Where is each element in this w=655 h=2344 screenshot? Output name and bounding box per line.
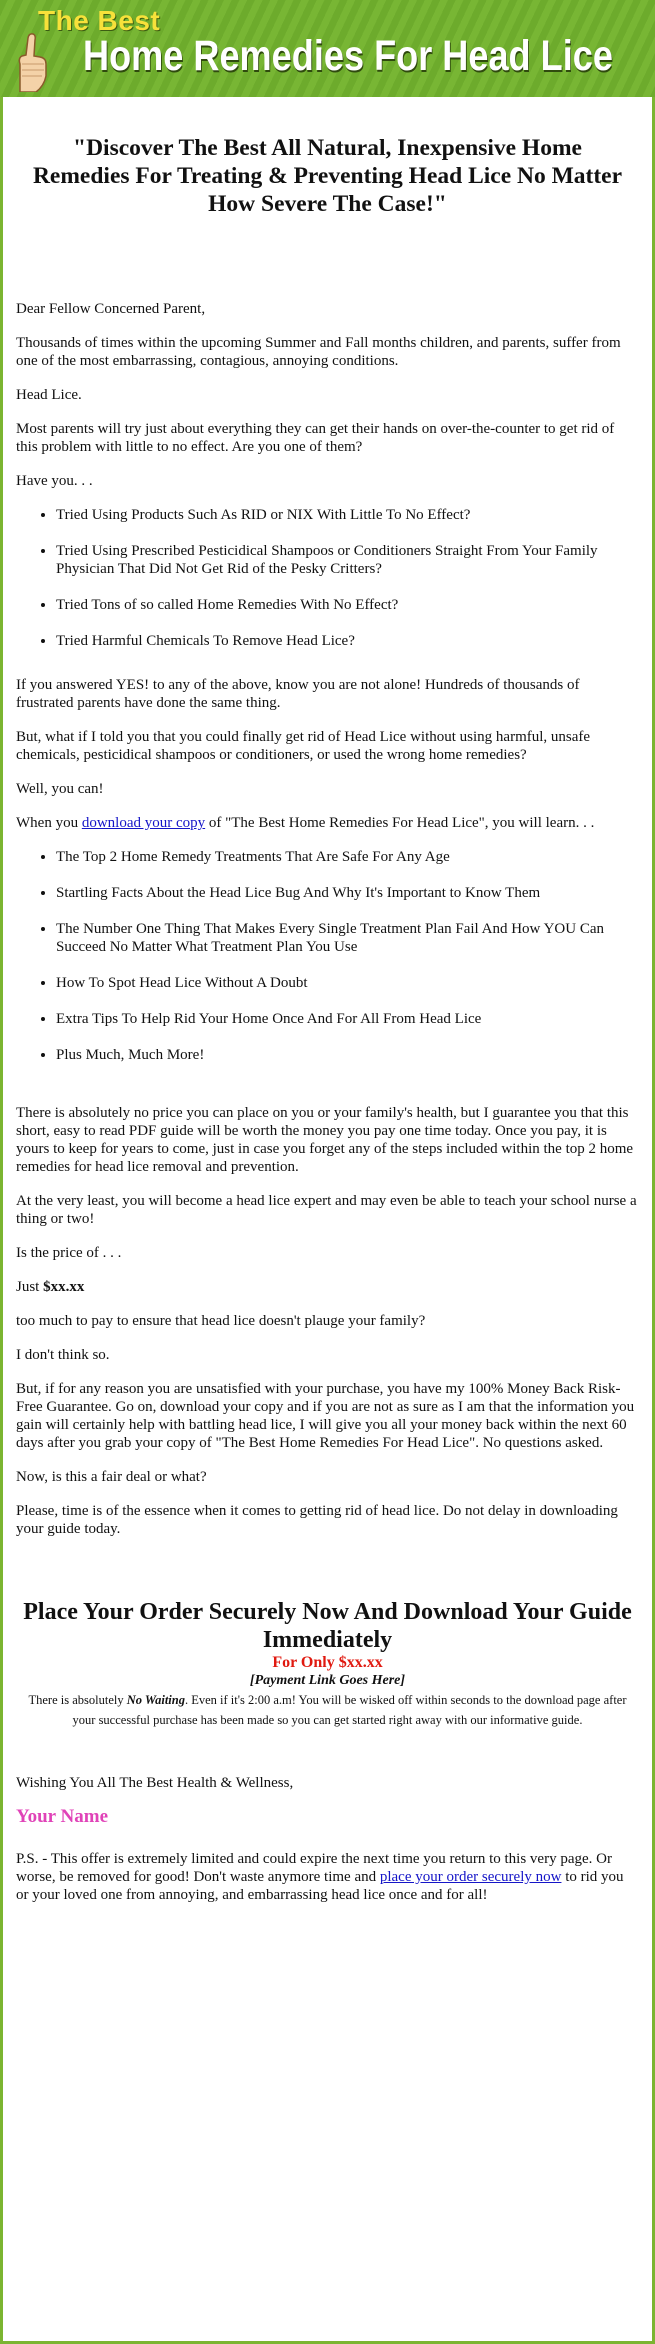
- body-paragraph: Well, you can!: [16, 781, 104, 797]
- header-title-top: The Best: [38, 5, 161, 36]
- intro-paragraph: Head Lice.: [16, 387, 82, 403]
- body-paragraph: Now, is this a fair deal or what?: [16, 1469, 207, 1485]
- pointing-hand-icon: [6, 30, 52, 92]
- left-border: [0, 0, 3, 2344]
- header-banner: [0, 0, 655, 97]
- have-you-list: [16, 506, 639, 650]
- download-link[interactable]: download your copy: [81, 815, 206, 831]
- ps-paragraph: [16, 1850, 639, 1904]
- text: P.S. - This offer is extremely limited and could expire the next time you return to this very page. Or worse, be removed for good! Don't waste anymore time and: [16, 1851, 612, 1885]
- greeting: Dear Fellow Concerned Parent,: [16, 301, 206, 317]
- list-item: • Tried Using Products Such As RID or NIX With Little To No Effect?: [56, 506, 639, 524]
- text: There is absolutely: [28, 1693, 127, 1707]
- list-item: • How To Spot Head Lice Without A Doubt: [56, 974, 639, 992]
- author-name: Your Name: [16, 1806, 109, 1827]
- list-item: • Tried Harmful Chemicals To Remove Head Lice?: [56, 632, 639, 650]
- header-title-main: Home Remedies For Head Lice: [83, 32, 613, 80]
- text: Just: [16, 1279, 44, 1295]
- text: . Even if it's 2:00 a.m! You will be wisked off within seconds to the download page after your successful purchase has been made so you can get started right away with our informative guide.: [72, 1693, 627, 1727]
- order-price: For Only $xx.xx: [272, 1654, 383, 1671]
- learn-list: [16, 848, 639, 1064]
- body-paragraph: Please, time is of the essence when it comes to getting rid of head lice. Do not delay in downloading your guide today.: [16, 1503, 618, 1537]
- body-paragraph: But, what if I told you that you could finally get rid of Head Lice without using harmful, unsafe chemicals, pesticidical shampoos or conditioners, or used the wrong home remedies?: [16, 729, 591, 763]
- body-paragraph: Is the price of . . .: [16, 1245, 122, 1261]
- body-paragraph: If you answered YES! to any of the above, know you are not alone! Hundreds of thousands of frustrated parents have done the same thing.: [16, 677, 580, 711]
- list-item: • Extra Tips To Help Rid Your Home Once And For All From Head Lice: [56, 1010, 639, 1028]
- order-title: Place Your Order Securely Now And Download Your Guide Immediately: [23, 1599, 632, 1653]
- order-link[interactable]: place your order securely now: [379, 1869, 562, 1885]
- text: When you: [16, 815, 82, 831]
- intro-paragraph: Most parents will try just about everything they can get their hands on over-the-counter to get rid of this problem with little to no effect. Are you one of them?: [16, 421, 615, 455]
- order-section: [16, 1598, 639, 1730]
- list-item: • Startling Facts About the Head Lice Bug And Why It's Important to Know Them: [56, 884, 639, 902]
- price-value: $xx.xx: [43, 1279, 85, 1295]
- page-headline: "Discover The Best All Natural, Inexpensive Home Remedies For Treating & Preventing Head Lice No Matter How Severe The Case!": [32, 135, 623, 217]
- text: of "The Best Home Remedies For Head Lice", you will learn. . .: [205, 815, 595, 831]
- text: to rid you or your loved one from annoying, and embarrassing head lice once and for all!: [16, 1869, 624, 1903]
- order-note: [28, 1690, 627, 1730]
- guarantee-paragraph: But, if for any reason you are unsatisfied with your purchase, you have my 100% Money Back Risk-Free Guarantee. Go on, download your copy and if you are not as sure as I am that the information you gain will certainly help with battling head lice, I will give you all your money back within the next 60 days after you grab your copy of "The Best Home Remedies For Head Lice". No questions asked.: [16, 1381, 635, 1451]
- body-paragraph: There is absolutely no price you can place on you or your family's health, but I guarantee you that this short, easy to read PDF guide will be worth the money you pay one time today. Once you pay, it is yours to keep for years to come, just in case you forget any of the steps included within the top 2 home remedies for head lice removal and prevention.: [16, 1105, 634, 1175]
- price-line: [16, 1278, 639, 1296]
- list-item: • Tried Using Prescribed Pesticidical Shampoos or Conditioners Straight From Your Family Physician That Did Not Get Rid of the Pesky Critters?: [56, 542, 639, 578]
- intro-paragraph: Thousands of times within the upcoming Summer and Fall months children, and parents, suffer from one of the most embarrassing, contagious, annoying conditions.: [16, 335, 621, 369]
- list-item: • Tried Tons of so called Home Remedies With No Effect?: [56, 596, 639, 614]
- body-paragraph: [16, 814, 639, 832]
- no-waiting-emphasis: No Waiting: [126, 1693, 185, 1707]
- payment-link[interactable]: [Payment Link Goes Here]: [249, 1673, 406, 1688]
- list-item: • The Top 2 Home Remedy Treatments That Are Safe For Any Age: [56, 848, 639, 866]
- list-item: • Plus Much, Much More!: [56, 1046, 639, 1064]
- body-paragraph: At the very least, you will become a head lice expert and may even be able to teach your school nurse a thing or two!: [16, 1193, 637, 1227]
- main-content: [0, 134, 655, 1904]
- body-paragraph: I don't think so.: [16, 1347, 110, 1363]
- signoff: Wishing You All The Best Health & Wellness,: [16, 1775, 294, 1791]
- body-paragraph: too much to pay to ensure that head lice doesn't plauge your family?: [16, 1313, 426, 1329]
- list-item: • The Number One Thing That Makes Every Single Treatment Plan Fail And How YOU Can Succeed No Matter What Treatment Plan You Use: [56, 920, 639, 956]
- intro-paragraph: Have you. . .: [16, 473, 93, 489]
